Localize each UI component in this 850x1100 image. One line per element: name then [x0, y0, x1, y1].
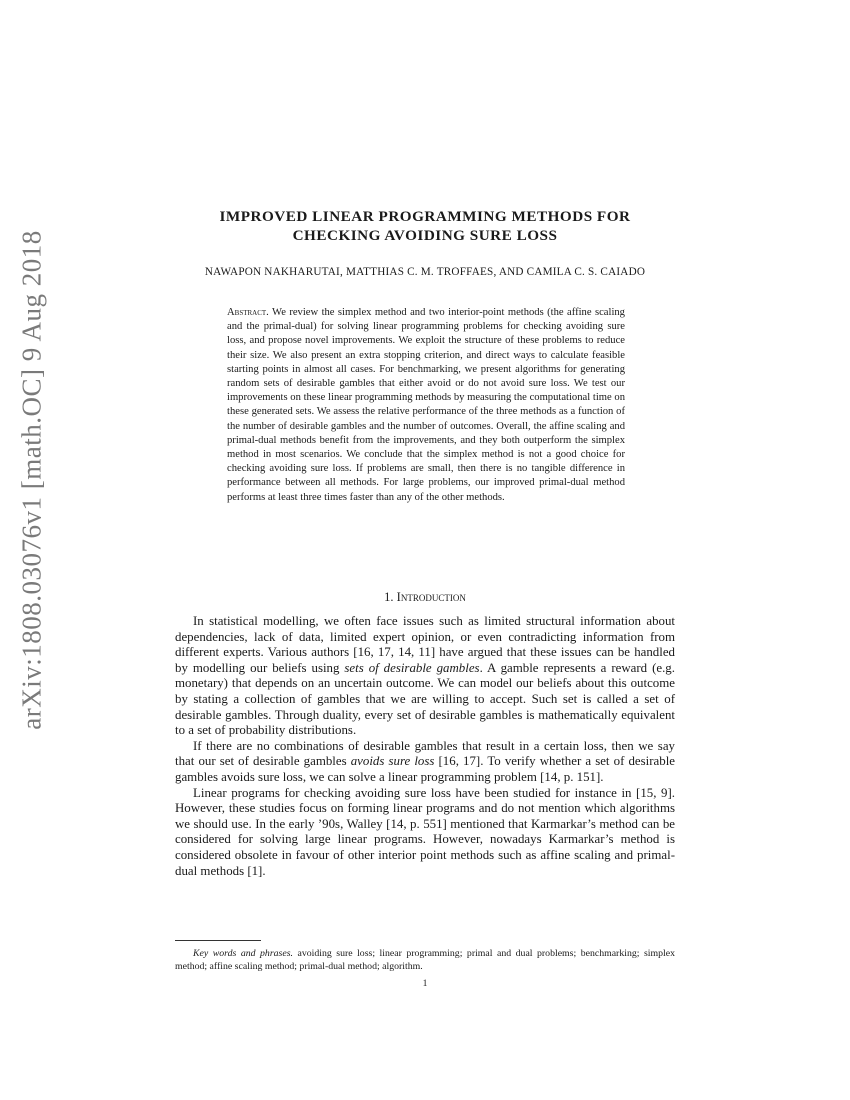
paper-title — [175, 207, 675, 245]
footnote — [175, 947, 675, 973]
paragraph-2-text-b: [16, 17]. To verify whether a set of desirable gambles avoids sure loss, we can solve a linear programming problem [14, p. 151]. — [175, 754, 676, 784]
footnote-text: avoiding sure loss; linear programming; primal and dual problems; benchmarking; simplex method; affine scaling method; primal-dual method; algorithm. — [175, 948, 675, 972]
footnote-rule — [175, 940, 261, 941]
title-line-1: IMPROVED LINEAR PROGRAMMING METHODS FOR — [219, 208, 631, 225]
abstract-label: Abstract. — [227, 307, 269, 318]
paragraph-1 — [175, 614, 675, 739]
paragraph-1-text-b: . A gamble represents a reward (e.g. monetary) that depends on an uncertain outcome. We can model our beliefs about this outcome by stating a collection of gambles that we are willing to accept. Such set is called a set of desirable gambles. Through duality, every set of desirable gambles is mathematically equivalent to a set of probability distributions. — [175, 660, 675, 738]
paragraph-2-text-a: If there are no combinations of desirable gambles that result in a certain loss, then we say that our set of desirable gambles — [175, 738, 675, 769]
paragraph-1-emphasis: sets of desirable gambles — [344, 660, 480, 675]
footnote-label: Key words and phrases. — [193, 948, 293, 959]
section-heading — [175, 590, 675, 605]
title-line-2: CHECKING AVOIDING SURE LOSS — [292, 227, 558, 244]
paragraph-3: Linear programs for checking avoiding sure loss have been studied for instance in [15, 9]. However, these studies focus on forming linear programs and do not mention which algorithms we should use. In the early ’90s, Walley [14, p. 551] mentioned that Karmarkar’s method can be considered for solving large linear programs. However, nowadays Karmarkar’s method is considered obsolete in favour of other interior point methods such as affine scaling and primal-dual methods [1]. — [175, 785, 675, 878]
paragraph-1-text-a: In statistical modelling, we often face issues such as limited structural information about dependencies, lack of data, limited expert opinion, or even contradicting information from different experts. Various authors [16, 17, 14, 11] have argued that these issues can be handled by modelling our beliefs using — [175, 614, 675, 675]
section-title: Introduction — [396, 590, 466, 604]
abstract — [227, 306, 625, 505]
body-text — [175, 614, 675, 879]
page-number: 1 — [422, 978, 428, 989]
arxiv-stamp — [12, 230, 52, 730]
paragraph-2-emphasis: avoids sure loss — [350, 754, 435, 769]
author-list: NAWAPON NAKHARUTAI, MATTHIAS C. M. TROFFAES, AND CAMILA C. S. CAIADO — [204, 266, 646, 278]
paragraph-2 — [175, 739, 675, 786]
abstract-text: We review the simplex method and two interior-point methods (the affine scaling and the primal-dual) for solving linear programming problems for checking avoiding sure loss, and propose novel improvements. We exploit the structure of these problems to reduce their size. We also present an extra stopping criterion, and direct ways to calculate feasible starting points in almost all cases. For benchmarking, we present algorithms for generating random sets of desirable gambles that either avoid or do not avoid sure loss. We test our improvements on these linear programming methods by measuring the computational time on these generated sets. We assess the relative performance of the three methods as a function of the number of desirable gambles and the number of outcomes. Overall, the affine scaling and primal-dual methods benefit from the improvements, and they both outperform the simplex method in most scenarios. We conclude that the simplex method is not a good choice for checking avoiding sure loss. If problems are small, then there is no tangible difference in performance between all methods. For large problems, our improved primal-dual method performs at least three times faster than any of the other methods. — [227, 307, 625, 503]
section-number: 1. — [384, 590, 394, 604]
arxiv-stamp-text: arXiv:1808.03076v1 [math.OC] 9 Aug 2018 — [16, 230, 47, 730]
